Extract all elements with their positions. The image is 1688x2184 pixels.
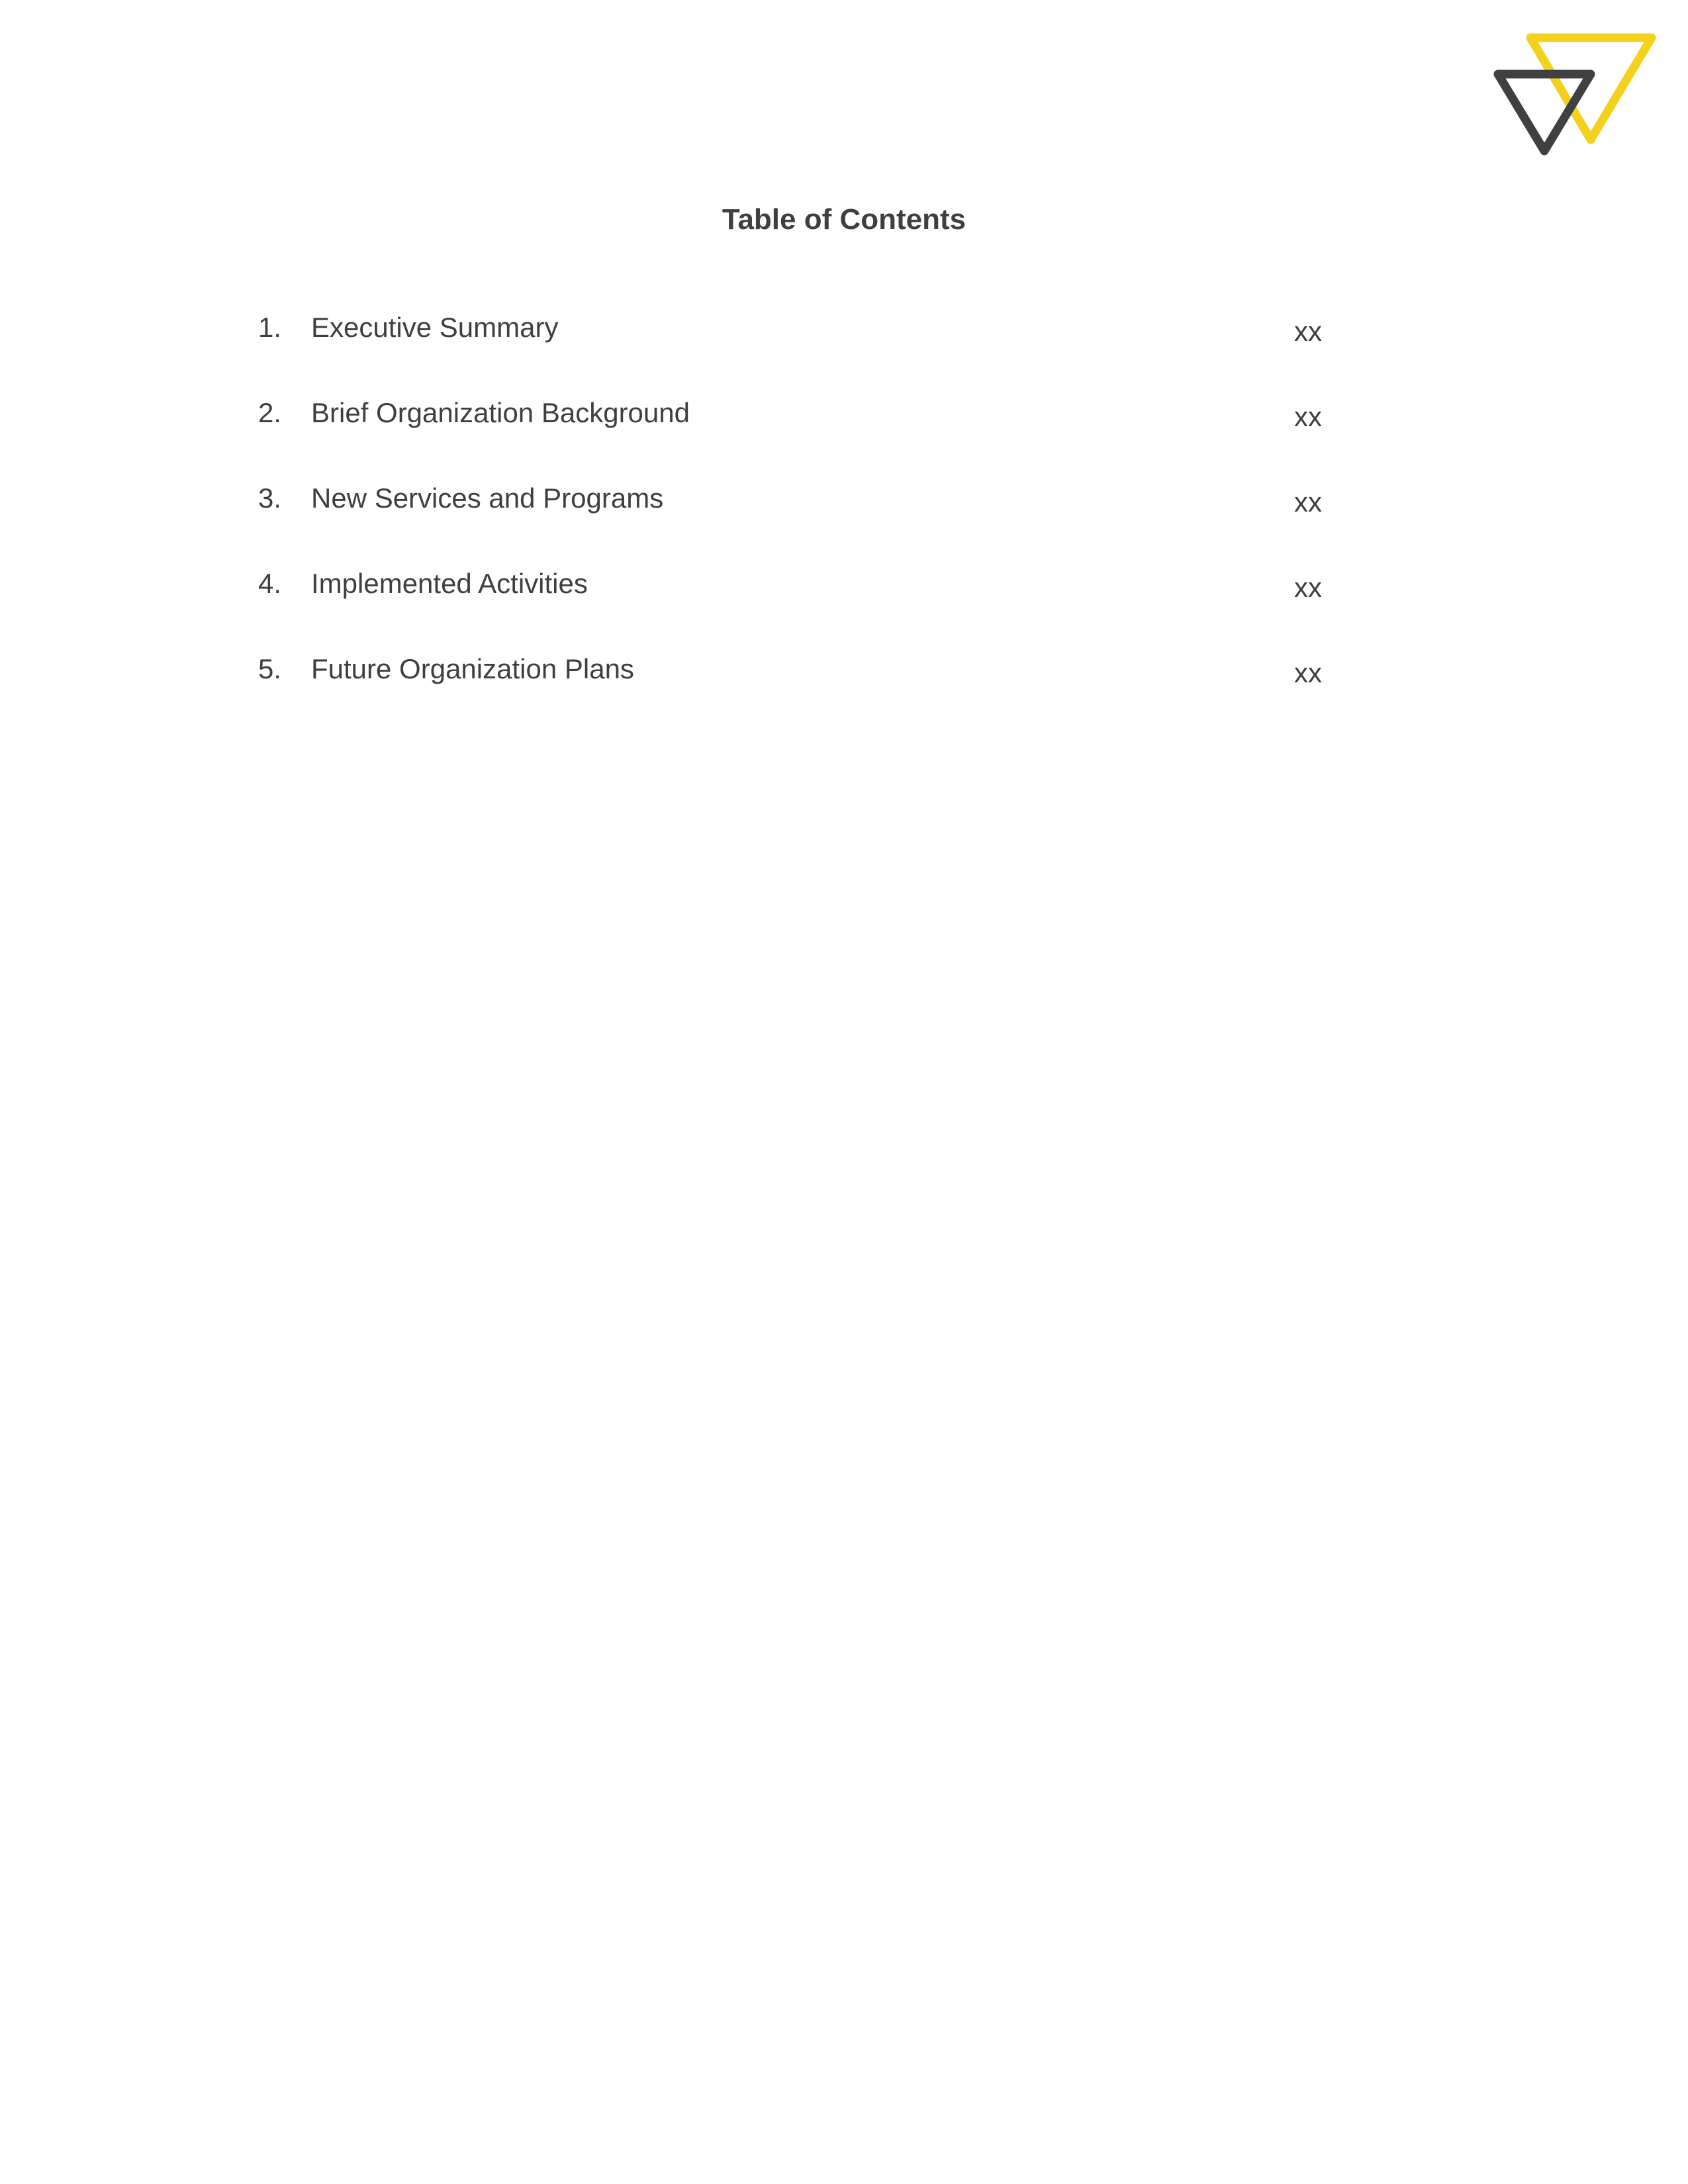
toc-entry-number: 5. [258, 653, 282, 684]
toc-entry-number: 2. [258, 397, 282, 428]
toc-entry-label[interactable]: Executive Summary [311, 312, 559, 343]
toc-entry-label[interactable]: New Services and Programs [311, 482, 664, 514]
toc-entry-number: 3. [258, 482, 282, 514]
double-triangle-logo-icon [1489, 30, 1665, 162]
toc-title: Table of Contents [722, 203, 966, 236]
toc-entry-label[interactable]: Brief Organization Background [311, 397, 690, 428]
toc-entry-page: xx [1294, 657, 1322, 688]
toc-entry-label[interactable]: Implemented Activities [311, 568, 588, 599]
logo-yellow-triangle [1530, 38, 1652, 140]
toc-entry[interactable] [258, 393, 1331, 478]
toc-entry[interactable] [258, 564, 1331, 649]
toc-entry[interactable] [258, 478, 1331, 564]
toc-entry-page: xx [1294, 572, 1322, 603]
toc-entry[interactable] [258, 649, 1331, 735]
toc-list [258, 308, 1331, 735]
toc-entry-label[interactable]: Future Organization Plans [311, 653, 634, 684]
toc-entry-number: 4. [258, 568, 282, 599]
toc-entry-page: xx [1294, 316, 1322, 347]
toc-entry-page: xx [1294, 401, 1322, 432]
toc-entry-page: xx [1294, 486, 1322, 518]
toc-entry[interactable] [258, 308, 1331, 393]
toc-entry-number: 1. [258, 312, 282, 343]
